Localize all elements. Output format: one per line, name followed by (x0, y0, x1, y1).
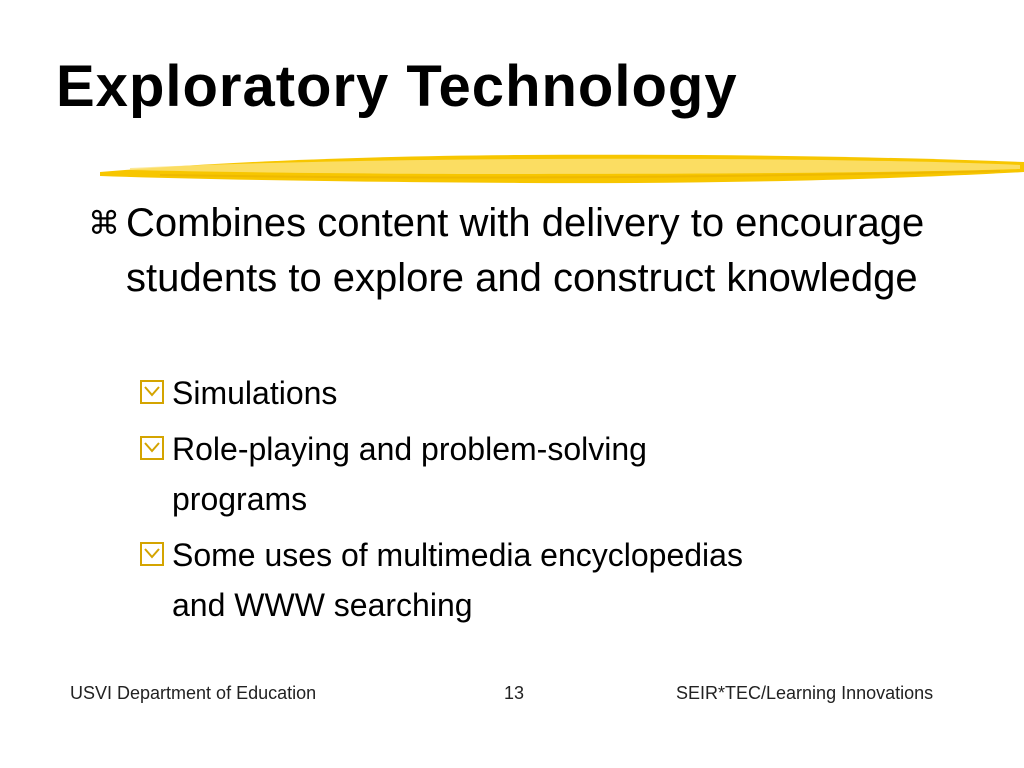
main-bullet (88, 196, 928, 306)
checkbox-icon (140, 530, 172, 630)
footer-organization: USVI Department of Education (70, 683, 317, 703)
sub-bullet (140, 530, 980, 630)
footer-page-number: 13 (504, 683, 525, 703)
sub-bullet-text: Some uses of multimedia encyclopedias and WWW searching (172, 537, 743, 623)
title-underline-brushstroke (100, 150, 1024, 190)
sub-bullet (140, 368, 980, 418)
sub-bullet-text: Role-playing and problem-solving programs (172, 431, 647, 517)
sub-bullet-list (140, 368, 980, 636)
checkbox-icon (140, 368, 172, 418)
main-bullet-text: Combines content with delivery to encourage students to explore and construct knowledge (126, 201, 925, 300)
footer-credit: SEIR*TEC/Learning Innovations (676, 683, 934, 703)
command-icon: ⌘ (88, 204, 120, 242)
sub-bullet-text: Simulations (172, 375, 338, 411)
slide-title: Exploratory Technology (56, 54, 738, 119)
sub-bullet (140, 424, 980, 524)
checkbox-icon (140, 424, 172, 524)
